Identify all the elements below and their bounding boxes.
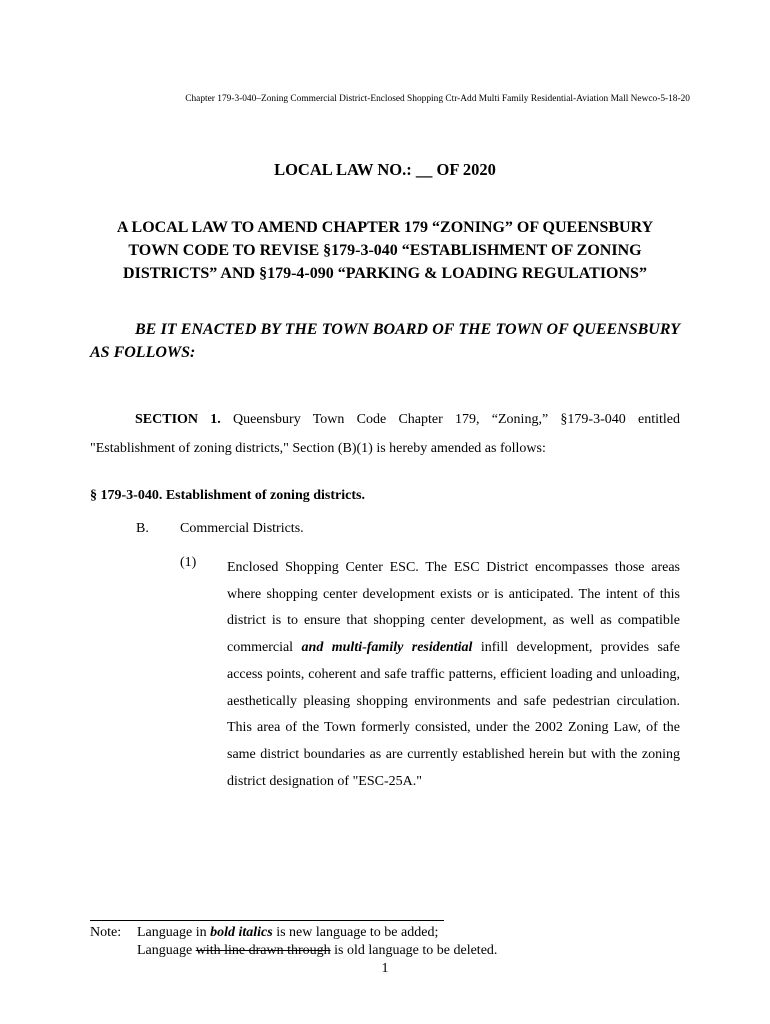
running-header: Chapter 179-3-040–Zoning Commercial District-Enclosed Shopping Ctr-Add Multi Family Residential-Aviation Mall Newco-5-18-20 — [185, 94, 690, 104]
subsection-title: Commercial Districts. — [180, 521, 304, 536]
footnote-strikethrough-sample: with line drawn through — [195, 943, 331, 958]
law-title — [80, 216, 690, 285]
footnote-line-2 — [90, 942, 690, 960]
footnote-bold-italics-sample: bold italics — [210, 925, 273, 940]
section-1-label: SECTION 1. — [135, 412, 221, 427]
item-1-new-language: and multi-family residential — [301, 640, 473, 656]
enactment-text: BE IT ENACTED BY THE TOWN BOARD OF THE TOWN OF QUEENSBURY AS FOLLOWS: — [90, 321, 680, 361]
footnote-line-1 — [90, 924, 690, 942]
law-title-line: DISTRICTS” AND §179-4-090 “PARKING & LOADING REGULATIONS” — [123, 265, 647, 282]
footnote — [90, 924, 690, 960]
footnote-text: is old language to be deleted. — [330, 943, 498, 958]
section-1-paragraph — [90, 405, 680, 463]
footnote-label: Note: — [90, 925, 122, 940]
law-title-line: A LOCAL LAW TO AMEND CHAPTER 179 “ZONING” OF QUEENSBURY — [116, 219, 654, 236]
footnote-text: is new language to be added; — [272, 925, 439, 940]
enactment-clause — [90, 318, 680, 364]
law-number: LOCAL LAW NO.: __ OF 2020 — [274, 160, 496, 179]
footnote-text: Language in — [137, 925, 211, 940]
section-heading: § 179-3-040. Establishment of zoning districts. — [90, 488, 365, 503]
footnote-divider — [90, 920, 444, 921]
law-title-line: TOWN CODE TO REVISE §179-3-040 “ESTABLISHMENT OF ZONING — [128, 242, 642, 259]
item-number: (1) — [180, 555, 197, 570]
item-1-text-before: Enclosed Shopping Center ESC. The ESC District encompasses those areas where shopping center development exists or is anticipated. The intent of this district is to ensure that shopping center development, as well as compatible commercial — [227, 560, 680, 656]
section-1-text: Queensbury Town Code Chapter 179, “Zoning,” §179-3-040 entitled "Establishment of zoning districts," Section (B)(1) is hereby amended as follows: — [90, 412, 680, 456]
footnote-text: Language — [137, 943, 196, 958]
item-1-paragraph — [227, 555, 680, 795]
subsection-letter: B. — [136, 521, 149, 536]
item-1-text-after: infill development, provides safe access points, coherent and safe traffic patterns, efficient loading and unloading, aesthetically pleasing shopping environments and safe pedestrian circulation. This area of the Town formerly consisted, under the 2002 Zoning Law, of the same district boundaries as are currently established herein but with the zoning district designation of "ESC-25A." — [227, 640, 680, 789]
subsection-b — [136, 521, 304, 537]
page-number: 1 — [381, 961, 389, 976]
